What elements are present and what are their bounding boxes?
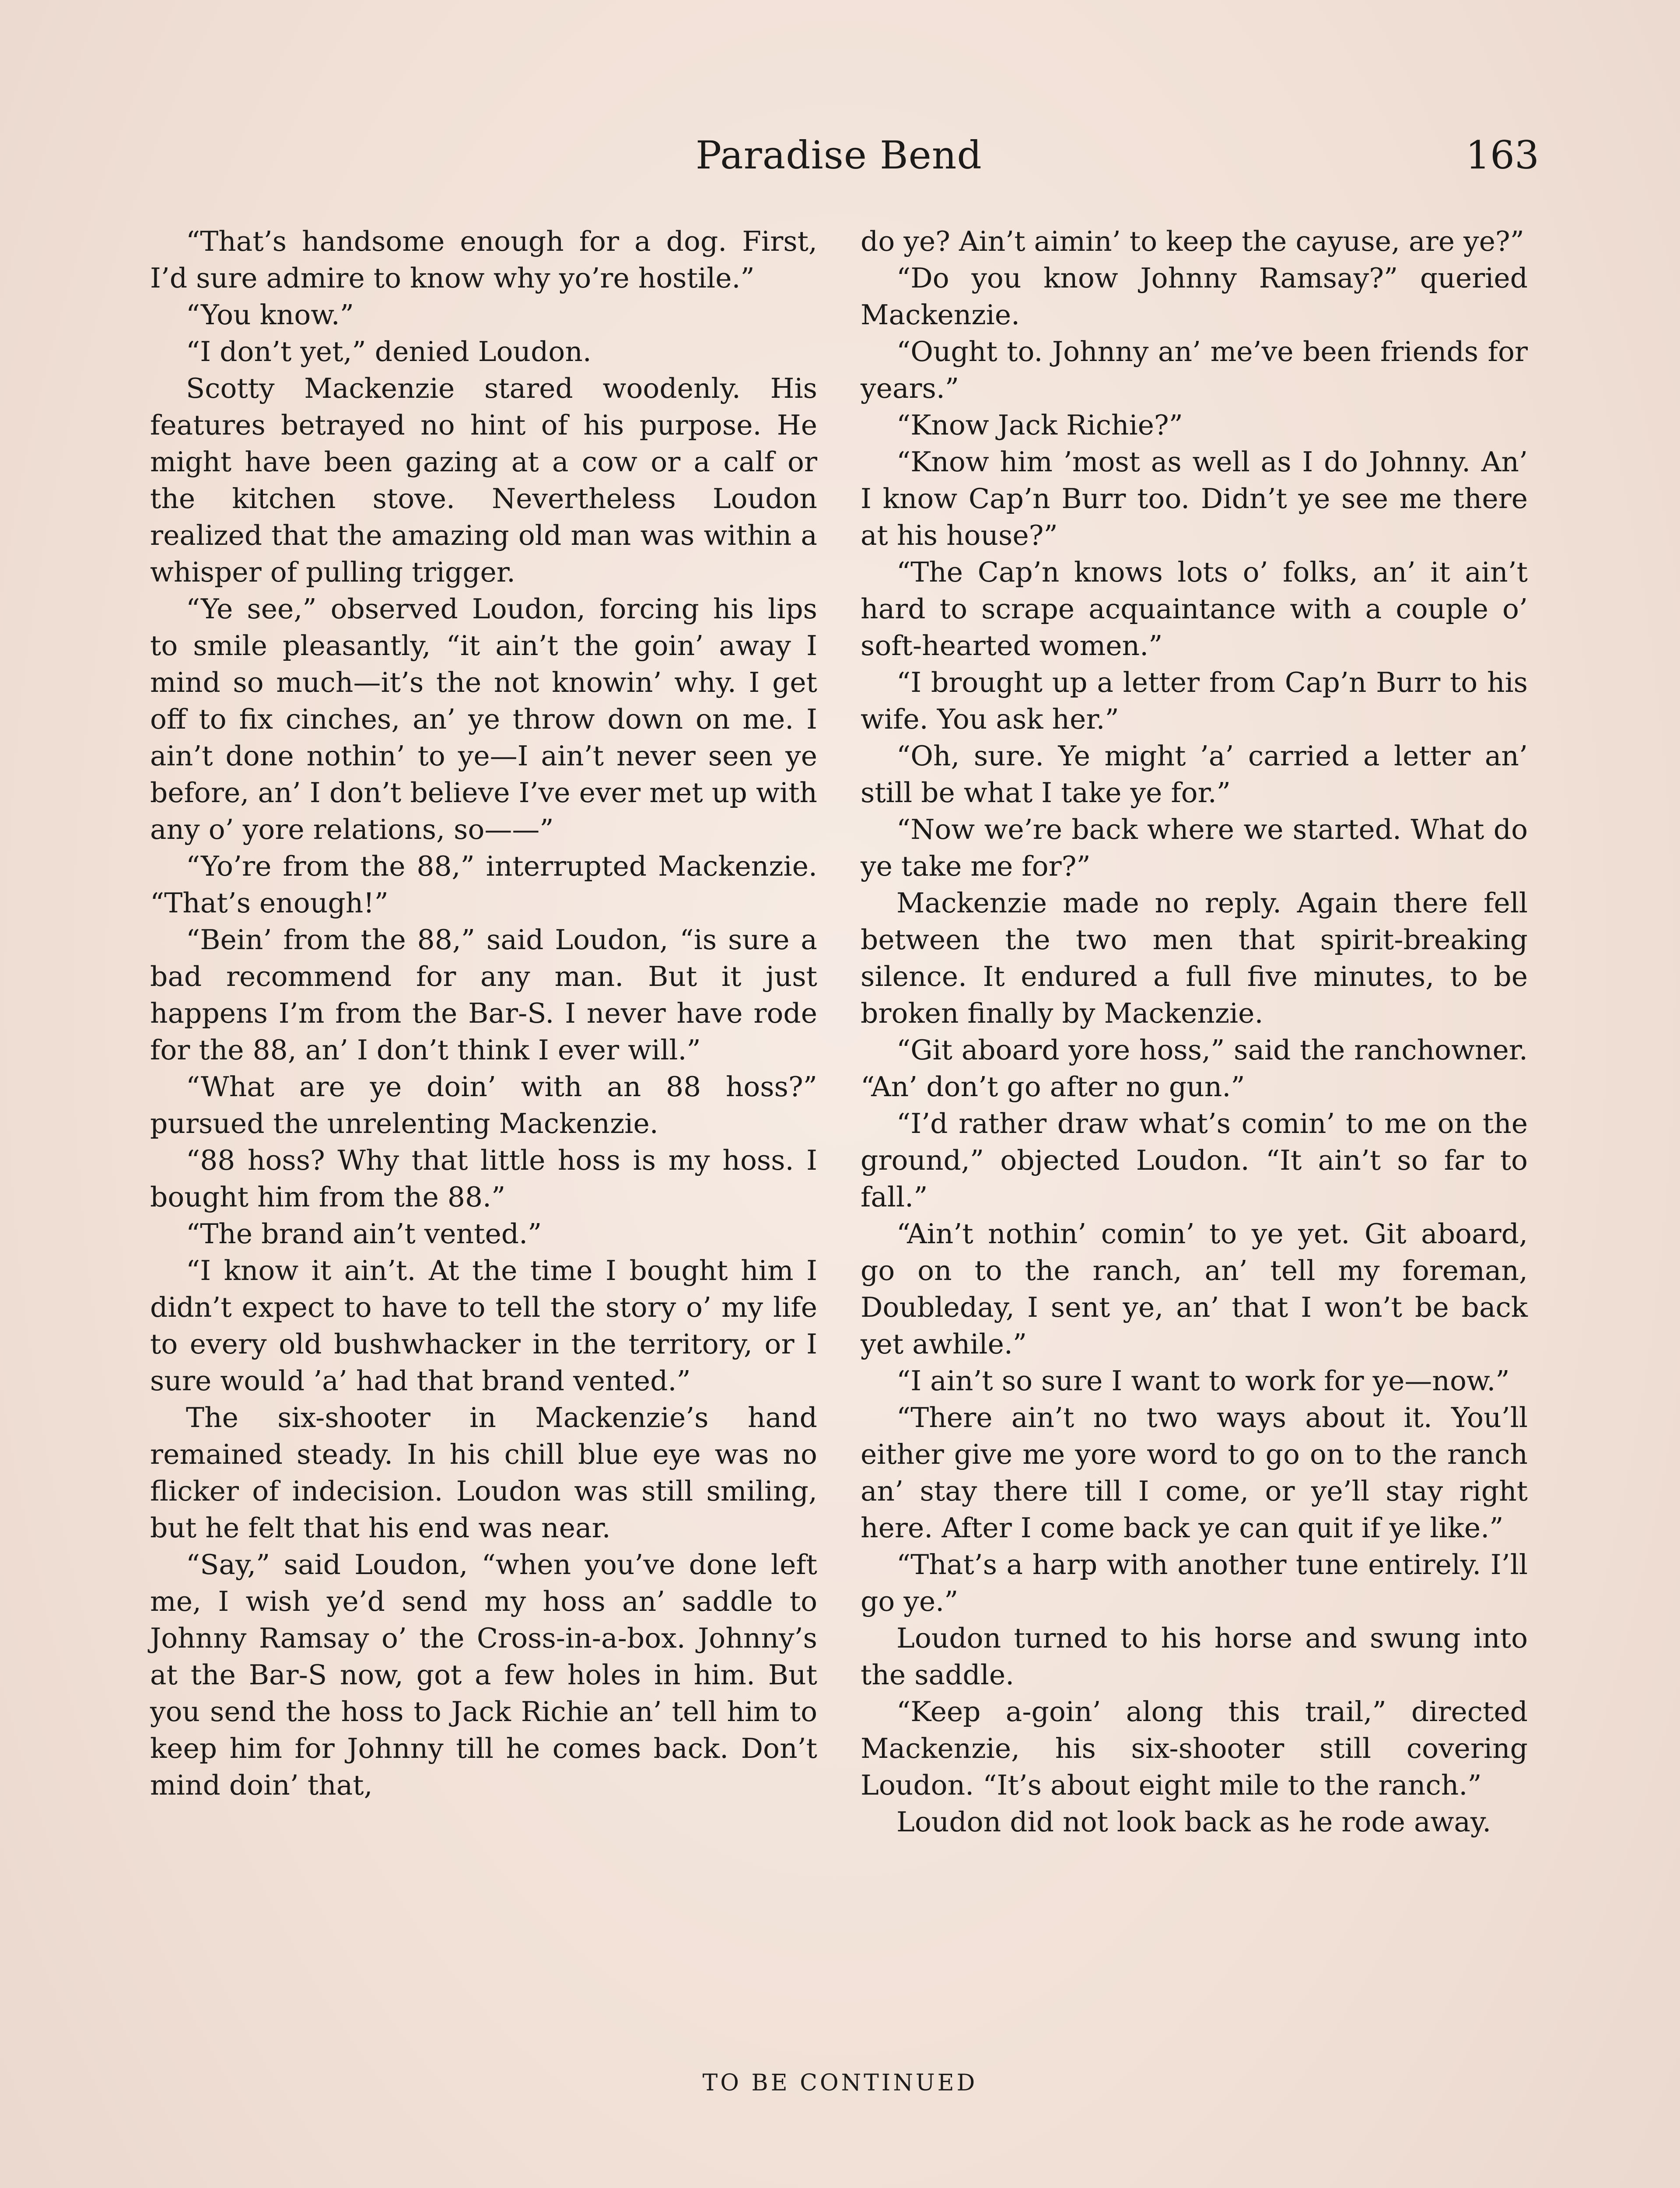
paragraph: “Ye see,” observed Loudon, forcing his lips to smile pleasantly, “it ain’t the goin’ away I mind so much—it’s the not knowin’ why. I get off to fix cinches, an’ ye throw down on me. I ain’t done nothin’ to ye—I ain’t never seen ye before, an’ I don’t believe I’ve ever met up with any o’ yore relations, so——”	[150, 593, 817, 845]
paragraph: “I brought up a letter from Cap’n Burr to his wife. You ask her.”	[861, 666, 1528, 735]
paragraph: “Keep a-goin’ along this trail,” directed Mackenzie, his six-shooter still covering Loudon. “It’s about eight mile to the ranch.”	[861, 1696, 1528, 1801]
paragraph: “The brand ain’t vented.”	[186, 1218, 542, 1250]
paragraph: “Yo’re from the 88,” interrupted Mackenzie. “That’s enough!”	[150, 850, 817, 919]
paragraph: do ye? Ain’t aimin’ to keep the cayuse, are ye?”	[861, 225, 1524, 257]
paragraph: “What are ye doin’ with an 88 hoss?” pursued the unrelenting Mackenzie.	[150, 1071, 817, 1140]
paragraph: Loudon turned to his horse and swung into the saddle.	[861, 1622, 1528, 1691]
paragraph: “There ain’t no two ways about it. You’ll either give me yore word to go on to the ranch an’ stay there till I come, or ye’ll stay right here. After I come back ye can quit if ye like.”	[861, 1402, 1528, 1544]
paragraph: “I don’t yet,” denied Loudon.	[186, 336, 592, 368]
paragraph: “Know Jack Richie?”	[896, 409, 1183, 441]
running-head	[0, 131, 1680, 179]
paragraph: “Oh, sure. Ye might ’a’ carried a letter an’ still be what I take ye for.”	[861, 740, 1528, 809]
paragraph: The six-shooter in Mackenzie’s hand remained steady. In his chill blue eye was no flicker of indecision. Loudon was still smiling, but he felt that his end was near.	[150, 1402, 817, 1544]
left-text-column	[150, 223, 817, 1804]
paragraph: Loudon did not look back as he rode away.	[896, 1806, 1491, 1838]
running-title: Paradise Bend	[696, 133, 982, 178]
paragraph: “Now we’re back where we started. What do ye take me for?”	[861, 813, 1528, 882]
paragraph: “88 hoss? Why that little hoss is my hoss. I bought him from the 88.”	[150, 1144, 817, 1213]
paragraph: “Ain’t nothin’ comin’ to ye yet. Git aboard, go on to the ranch, an’ tell my foreman, Doubleday, I sent ye, an’ that I won’t be back yet awhile.”	[861, 1218, 1528, 1360]
paragraph: “Bein’ from the 88,” said Loudon, “is sure a bad recommend for any man. But it just happens I’m from the Bar-S. I never have rode for the 88, an’ I don’t think I ever will.”	[150, 924, 817, 1066]
paragraph: Mackenzie made no reply. Again there fell between the two men that spirit-breaking silence. It endured a full five minutes, to be broken finally by Mackenzie.	[861, 887, 1528, 1029]
paragraph: “I ain’t so sure I want to work for ye—now.”	[896, 1365, 1510, 1397]
paragraph: “That’s handsome enough for a dog. First, I’d sure admire to know why yo’re hostile.”	[150, 225, 817, 294]
paragraph: “You know.”	[186, 299, 354, 331]
paragraph: “Ought to. Johnny an’ me’ve been friends for years.”	[861, 336, 1528, 404]
paragraph: Scotty Mackenzie stared woodenly. His features betrayed no hint of his purpose. He might have been gazing at a cow or a calf or the kitchen stove. Nevertheless Loudon realized that the amazing old man was within a whisper of pulling trigger.	[150, 372, 817, 588]
right-text-column	[861, 223, 1528, 1841]
page-number: 163	[1466, 133, 1539, 178]
paragraph: “Do you know Johnny Ramsay?” queried Mackenzie.	[861, 262, 1528, 331]
paragraph: “The Cap’n knows lots o’ folks, an’ it ain’t hard to scrape acquaintance with a couple o’ soft-hearted women.”	[861, 556, 1528, 662]
to-be-continued-label: TO BE CONTINUED	[702, 2070, 978, 2096]
paragraph: “Know him ’most as well as I do Johnny. An’ I know Cap’n Burr too. Didn’t ye see me there at his house?”	[861, 446, 1528, 551]
paragraph: “Git aboard yore hoss,” said the ranchowner. “An’ don’t go after no gun.”	[861, 1034, 1528, 1103]
paragraph: “I know it ain’t. At the time I bought him I didn’t expect to have to tell the story o’ my life to every old bushwhacker in the territory, or I sure would ’a’ had that brand vented.”	[150, 1255, 817, 1397]
paragraph: “I’d rather draw what’s comin’ to me on the ground,” objected Loudon. “It ain’t so far to fall.”	[861, 1108, 1528, 1213]
paragraph: “That’s a harp with another tune entirely. I’ll go ye.”	[861, 1549, 1528, 1617]
paragraph: “Say,” said Loudon, “when you’ve done left me, I wish ye’d send my hoss an’ saddle to Johnny Ramsay o’ the Cross-in-a-box. Johnny’s at the Bar-S now, got a few holes in him. But you send the hoss to Jack Richie an’ tell him to keep him for Johnny till he comes back. Don’t mind doin’ that,	[150, 1549, 817, 1801]
